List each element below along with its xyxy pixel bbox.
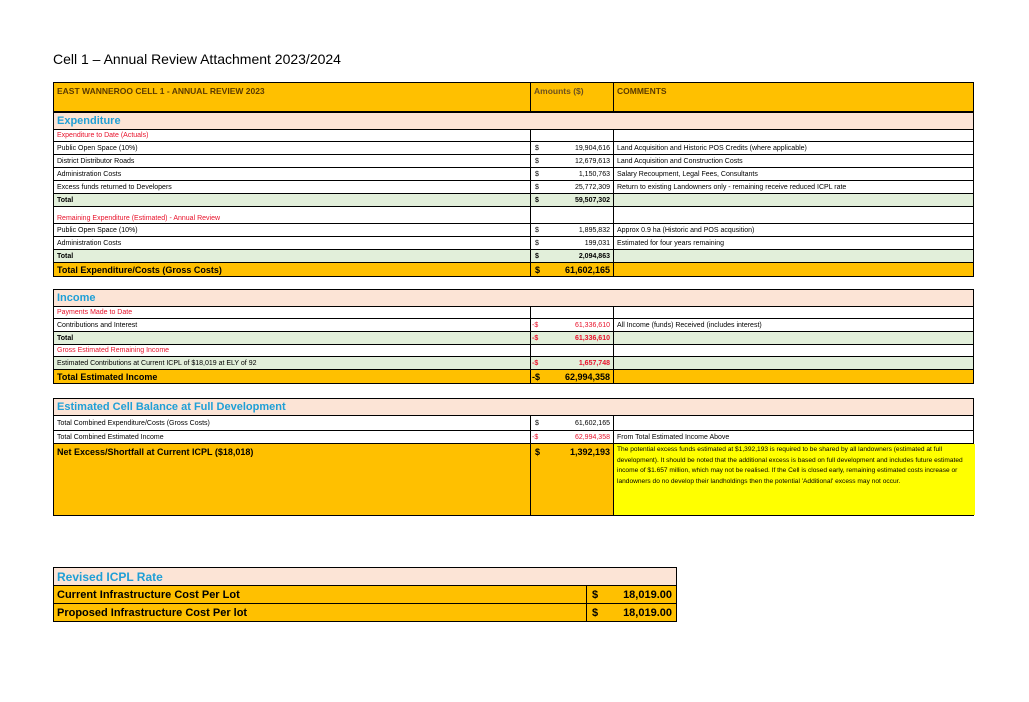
currency-symbol: $	[535, 419, 539, 427]
currency-symbol: $	[535, 170, 539, 178]
currency-symbol: $	[535, 447, 541, 457]
table-row	[53, 167, 974, 180]
row-label: Total Combined Expenditure/Costs (Gross Costs)	[57, 419, 210, 427]
table-row	[53, 318, 974, 331]
row-comment: Salary Recoupment, Legal Fees, Consultants	[613, 168, 975, 180]
row-label: Public Open Space (10%)	[57, 226, 138, 234]
row-amount: 18,019.00	[623, 588, 672, 601]
row-comment: Return to existing Landowners only - remaining receive reduced ICPL rate	[613, 181, 975, 193]
row-label: Proposed Infrastructure Cost Per lot	[57, 606, 248, 619]
row-amount: 18,019.00	[623, 606, 672, 619]
row-comment: From Total Estimated Income Above	[613, 431, 975, 443]
row-comment: Land Acquisition and Historic POS Credits (where applicable)	[613, 142, 975, 154]
subtotal-row	[53, 331, 974, 344]
currency-symbol: $	[535, 252, 539, 260]
table-row	[53, 415, 974, 430]
row-label: Administration Costs	[57, 239, 122, 247]
row-amount: 61,336,610	[574, 321, 610, 329]
subsection-actuals	[53, 129, 974, 141]
row-comment: Estimated for four years remaining	[613, 237, 975, 249]
subtotal-row	[53, 249, 974, 262]
header-name: EAST WANNEROO CELL 1 - ANNUAL REVIEW 2023	[57, 86, 265, 96]
section-balance	[53, 398, 974, 415]
row-label: Public Open Space (10%)	[57, 144, 138, 152]
row-amount: 61,602,165	[574, 419, 610, 427]
subtotal-row	[53, 193, 974, 206]
currency-symbol: $	[535, 144, 539, 152]
currency-symbol: $	[535, 239, 539, 247]
row-amount: 62,994,358	[574, 433, 610, 441]
row-label: Net Excess/Shortfall at Current ICPL ($18,018)	[57, 447, 254, 457]
currency-symbol: -$	[532, 321, 539, 329]
table-row	[53, 236, 974, 249]
row-label: District Distributor Roads	[57, 157, 135, 165]
row-label: Total Estimated Income	[57, 371, 158, 382]
subsection-payments	[53, 306, 974, 318]
table-row	[53, 154, 974, 167]
row-label: Excess funds returned to Developers	[57, 183, 172, 191]
section-income	[53, 289, 974, 306]
subsection-label: Remaining Expenditure (Estimated) - Annual Review	[57, 215, 221, 222]
row-label: Estimated Contributions at Current ICPL of $18,019 at ELY of 92	[57, 359, 257, 367]
table-row	[54, 585, 676, 603]
annual-review-table	[53, 82, 974, 516]
row-label: Contributions and Interest	[57, 321, 138, 329]
grand-total-income	[53, 369, 974, 384]
currency-symbol: -$	[532, 359, 539, 367]
grand-total-expenditure	[53, 262, 974, 277]
row-amount: 25,772,309	[574, 183, 610, 191]
row-label: Total	[57, 334, 74, 342]
row-amount: 1,657,748	[578, 359, 610, 367]
subsection-remaining	[53, 206, 974, 223]
row-label: Total	[57, 252, 74, 260]
table-row	[53, 223, 974, 236]
currency-symbol: $	[592, 588, 599, 601]
row-comment: Approx 0.9 ha (Historic and POS acqusition)	[613, 224, 975, 236]
page-title: Cell 1 – Annual Review Attachment 2023/2024	[53, 51, 341, 67]
section-heading: Estimated Cell Balance at Full Development	[57, 401, 286, 413]
header-amounts: Amounts ($)	[530, 83, 613, 111]
currency-symbol: $	[535, 264, 541, 275]
row-amount: 1,895,832	[578, 226, 610, 234]
currency-symbol: $	[535, 226, 539, 234]
section-heading: Income	[57, 292, 96, 304]
row-amount: 61,602,165	[564, 264, 610, 275]
currency-symbol: $	[535, 196, 539, 204]
row-label: Current Infrastructure Cost Per Lot	[57, 588, 240, 601]
row-amount: 19,904,616	[574, 144, 610, 152]
table-row	[53, 430, 974, 443]
row-amount: 59,507,302	[574, 196, 610, 204]
table-row	[54, 603, 676, 621]
subsection-label: Gross Estimated Remaining Income	[57, 347, 170, 354]
icpl-heading-row	[54, 568, 676, 585]
currency-symbol: -$	[532, 334, 539, 342]
table-row	[53, 141, 974, 154]
row-comment: Land Acquisition and Construction Costs	[613, 155, 975, 167]
subsection-estimated	[53, 344, 974, 356]
row-label: Administration Costs	[57, 170, 122, 178]
row-label: Total Combined Estimated Income	[57, 433, 164, 441]
icpl-heading: Revised ICPL Rate	[57, 569, 163, 584]
net-excess-row	[53, 443, 974, 516]
subsection-label: Expenditure to Date (Actuals)	[57, 132, 149, 139]
row-comment	[613, 416, 975, 430]
icpl-table	[53, 567, 677, 622]
section-heading: Expenditure	[57, 115, 121, 127]
row-amount: 199,031	[584, 239, 610, 247]
table-header	[53, 82, 974, 112]
row-amount: 61,336,610	[574, 334, 610, 342]
currency-symbol: -$	[532, 433, 539, 441]
currency-symbol: $	[592, 606, 599, 619]
row-amount: 12,679,613	[574, 157, 610, 165]
currency-symbol: $	[535, 157, 539, 165]
currency-symbol: -$	[532, 371, 541, 382]
row-amount: 62,994,358	[564, 371, 610, 382]
row-amount: 2,094,863	[578, 252, 610, 260]
currency-symbol: $	[535, 183, 539, 191]
header-comments: COMMENTS	[613, 83, 975, 111]
net-comment: The potential excess funds estimated at $1,392,193 is required to be shared by all landowners (estimated at full development). It should be noted that the additional excess is based on full development and includes future estimated income of $1.657 million, which may not be realised. If the Cell is closed early, remaining estimated costs increase or landowners do no develop their landholdings then the potential 'Additional' excess may not occur.	[613, 444, 975, 515]
row-comment: All Income (funds) Received (includes interest)	[613, 319, 975, 331]
table-row	[53, 356, 974, 369]
row-amount: 1,392,193	[569, 447, 610, 457]
row-amount: 1,150,763	[578, 170, 610, 178]
row-label: Total Expenditure/Costs (Gross Costs)	[57, 264, 222, 275]
subsection-label: Payments Made to Date	[57, 309, 133, 316]
table-row	[53, 180, 974, 193]
section-expenditure	[53, 112, 974, 129]
row-label: Total	[57, 196, 74, 204]
